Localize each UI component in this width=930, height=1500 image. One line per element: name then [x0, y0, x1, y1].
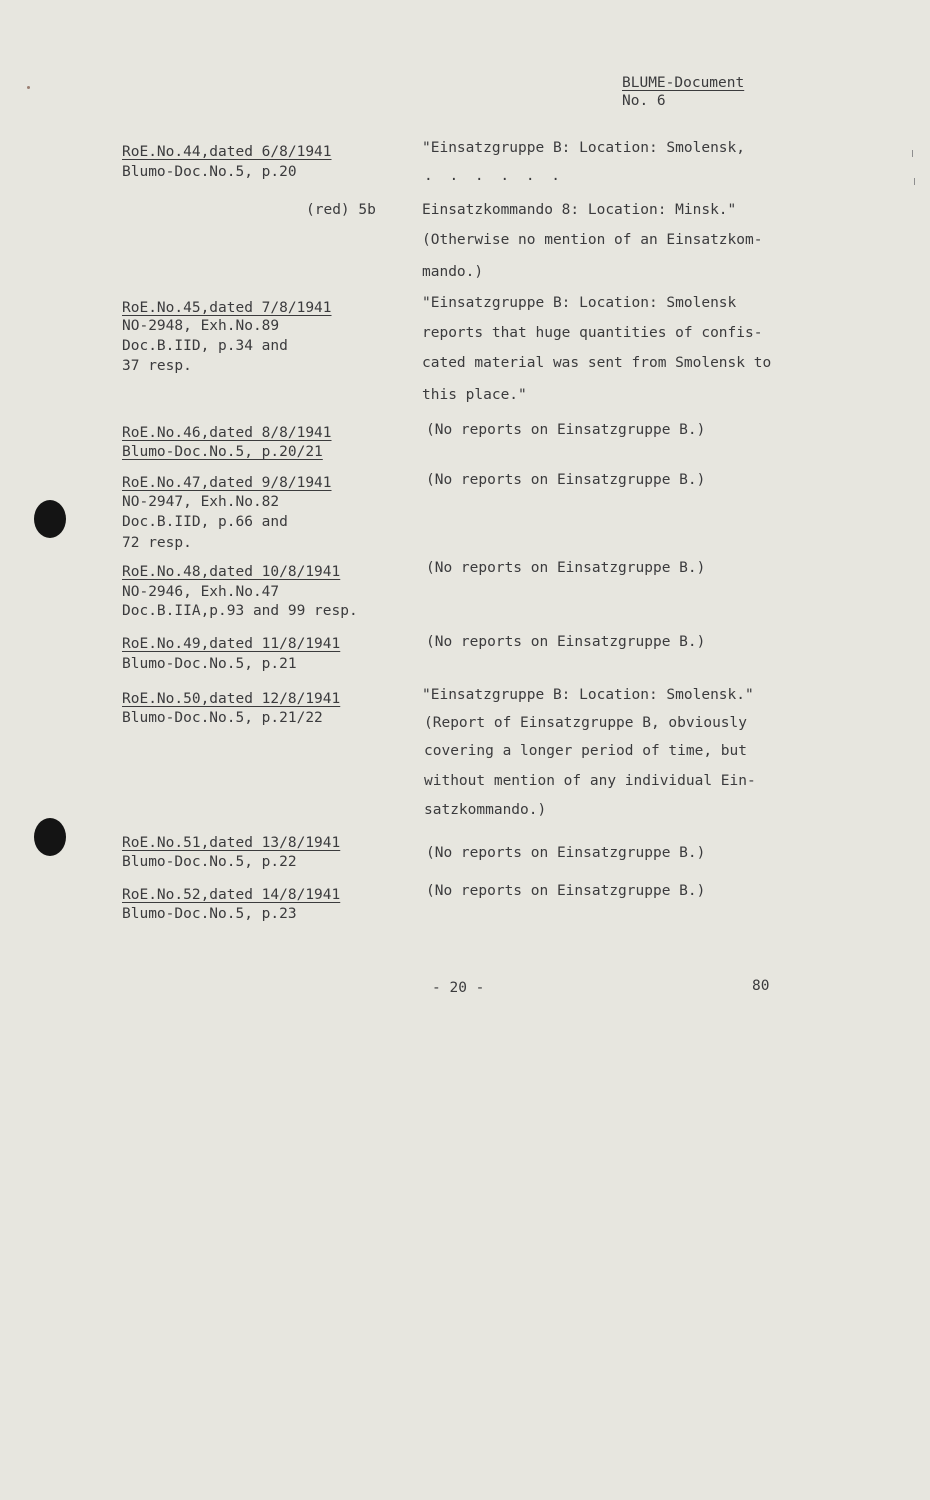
report-text: . . . . . .	[424, 168, 565, 184]
report-reference: RoE.No.50,dated 12/8/1941	[122, 691, 341, 707]
report-reference: RoE.No.46,dated 8/8/1941	[122, 425, 332, 441]
report-text: (Report of Einsatzgruppe B, obviously	[424, 715, 748, 731]
report-reference: RoE.No.47,dated 9/8/1941	[122, 475, 332, 491]
source-line: Doc.B.IIA,p.93 and 99 resp.	[122, 603, 358, 619]
report-text: "Einsatzgruppe B: Location: Smolensk	[422, 295, 737, 311]
paper-mark	[912, 150, 913, 157]
report-text: (No reports on Einsatzgruppe B.)	[426, 472, 706, 488]
source-line: 72 resp.	[122, 535, 192, 551]
report-reference: RoE.No.44,dated 6/8/1941	[122, 144, 332, 160]
source-line: Blumo-Doc.No.5, p.21	[122, 656, 297, 672]
report-text: Einsatzkommando 8: Location: Minsk."	[422, 202, 737, 218]
report-reference: RoE.No.52,dated 14/8/1941	[122, 887, 341, 903]
report-text: covering a longer period of time, but	[424, 743, 748, 759]
source-line: Blumo-Doc.No.5, p.20/21	[122, 444, 323, 460]
paper-speck	[27, 86, 30, 89]
document-title: BLUME-Document	[622, 75, 745, 91]
report-text: (No reports on Einsatzgruppe B.)	[426, 422, 706, 438]
report-text: (No reports on Einsatzgruppe B.)	[426, 883, 706, 899]
source-line: Doc.B.IID, p.66 and	[122, 514, 288, 530]
report-text: (No reports on Einsatzgruppe B.)	[426, 845, 706, 861]
document-number: No. 6	[622, 93, 666, 109]
margin-note: (red) 5b	[306, 202, 376, 218]
report-reference: RoE.No.45,dated 7/8/1941	[122, 300, 332, 316]
document-header	[622, 74, 744, 110]
report-text: (Otherwise no mention of an Einsatzkom-	[422, 232, 763, 248]
report-text: mando.)	[422, 264, 484, 280]
report-reference: RoE.No.51,dated 13/8/1941	[122, 835, 341, 851]
source-line: Doc.B.IID, p.34 and	[122, 338, 288, 354]
report-text: (No reports on Einsatzgruppe B.)	[426, 560, 706, 576]
stamp-number: 80	[752, 978, 770, 994]
punch-hole	[34, 818, 66, 856]
report-text: reports that huge quantities of confis-	[422, 325, 763, 341]
report-reference: RoE.No.48,dated 10/8/1941	[122, 564, 341, 580]
source-line: Blumo-Doc.No.5, p.21/22	[122, 710, 323, 726]
report-text: cated material was sent from Smolensk to	[422, 355, 772, 371]
paper-mark	[914, 178, 915, 185]
punch-hole	[34, 500, 66, 538]
page-number: - 20 -	[432, 980, 485, 996]
source-line: Blumo-Doc.No.5, p.23	[122, 906, 297, 922]
report-reference: RoE.No.49,dated 11/8/1941	[122, 636, 341, 652]
report-text: "Einsatzgruppe B: Location: Smolensk,	[422, 140, 746, 156]
source-line: NO-2947, Exh.No.82	[122, 494, 280, 510]
source-line: 37 resp.	[122, 358, 192, 374]
report-text: (No reports on Einsatzgruppe B.)	[426, 634, 706, 650]
report-text: "Einsatzgruppe B: Location: Smolensk."	[422, 687, 754, 703]
source-line: NO-2948, Exh.No.89	[122, 318, 280, 334]
report-text: without mention of any individual Ein-	[424, 773, 756, 789]
source-line: Blumo-Doc.No.5, p.20	[122, 164, 297, 180]
report-text: this place."	[422, 387, 527, 403]
report-text: satzkommando.)	[424, 802, 547, 818]
source-line: Blumo-Doc.No.5, p.22	[122, 854, 297, 870]
source-line: NO-2946, Exh.No.47	[122, 584, 280, 600]
